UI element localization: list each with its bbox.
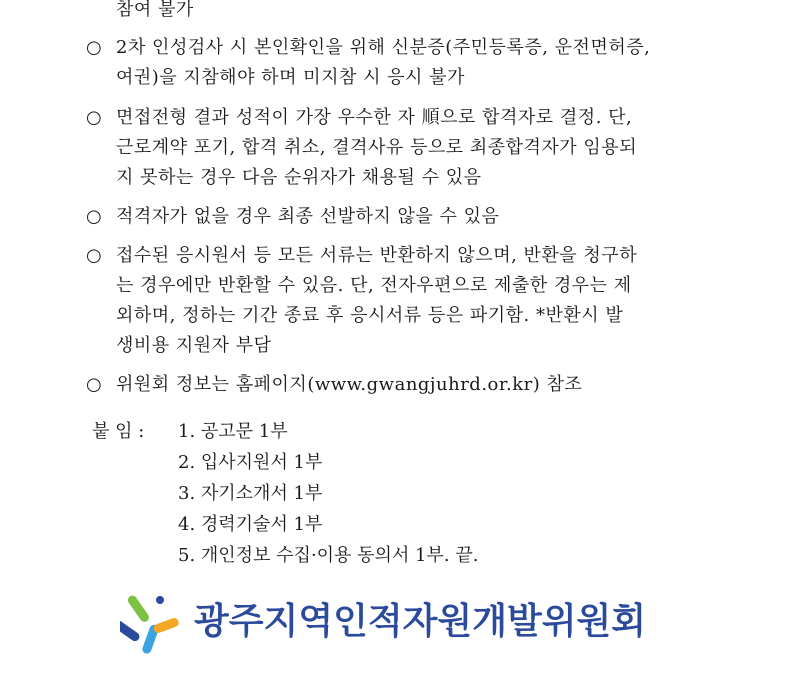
- notice-line: 면접전형 결과 성적이 가장 우수한 자 順으로 합격자로 결정. 단,: [116, 107, 633, 128]
- organization-logo: [120, 588, 647, 658]
- notice-line: 여권)을 지참해야 하며 미지참 시 응시 불가: [116, 67, 465, 88]
- notice-line: 적격자가 없을 경우 최종 선발하지 않을 수 있음: [116, 206, 500, 227]
- continuation-line: 참여 불가: [116, 0, 194, 20]
- notice-line: 2차 인성검사 시 본인확인을 위해 신분증(주민등록증, 운전면허증,: [116, 37, 651, 58]
- attachment-item: 2. 입사지원서 1부: [178, 452, 323, 473]
- bullet-circle: ○: [86, 374, 102, 395]
- notice-line: 생비용 지원자 부담: [116, 335, 272, 356]
- bullet-circle: ○: [86, 206, 102, 227]
- attachments-label: 붙 임 :: [92, 421, 145, 442]
- attachment-item: 3. 자기소개서 1부: [178, 483, 323, 504]
- bullet-circle: ○: [86, 107, 102, 128]
- attachment-item: 4. 경력기술서 1부: [178, 514, 323, 535]
- bullet-circle: ○: [86, 245, 102, 266]
- notice-line: 는 경우에만 반환할 수 있음. 단, 전자우편으로 제출한 경우는 제: [116, 275, 632, 296]
- attachment-item: 1. 공고문 1부: [178, 421, 288, 442]
- bullet-circle: ○: [86, 37, 102, 58]
- logo-emblem-icon: [120, 588, 190, 658]
- notice-line: 근로계약 포기, 합격 취소, 결격사유 등으로 최종합격자가 임용되: [116, 137, 638, 158]
- notice-line: 외하며, 정하는 기간 종료 후 응시서류 등은 파기함. *반환시 발: [116, 305, 624, 326]
- notice-line: 지 못하는 경우 다음 순위자가 채용될 수 있음: [116, 167, 482, 188]
- attachment-item: 5. 개인정보 수집·이용 동의서 1부. 끝.: [178, 545, 479, 566]
- homepage-notice-line: 위원회 정보는 홈페이지(www.gwangjuhrd.or.kr) 참조: [116, 374, 583, 395]
- notice-line: 접수된 응시원서 등 모든 서류는 반환하지 않으며, 반환을 청구하: [116, 245, 638, 266]
- organization-name: 광주지역인적자원개발위원회: [194, 601, 647, 642]
